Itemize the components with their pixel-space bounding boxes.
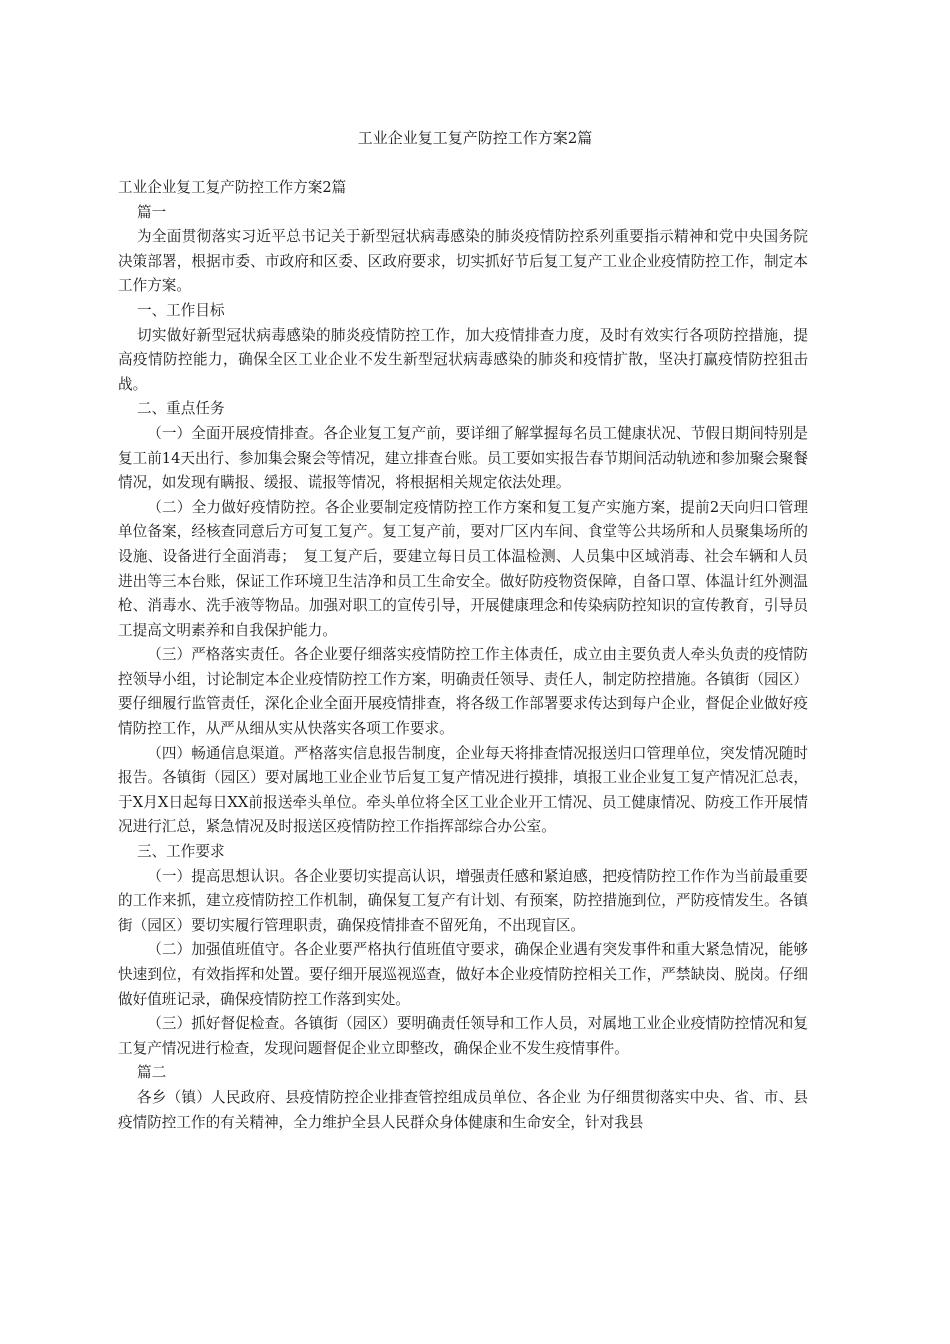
section-1-paragraph: 切实做好新型冠状病毒感染的肺炎疫情防控工作，加大疫情排查力度，及时有效实行各项防控措施，提高疫情防控能力，确保全区工业企业不发生新型冠状病毒感染的肺炎和疫情扩散，坚决打赢疫情防控狙击战。 [118, 326, 808, 393]
section-3-heading: 三、工作要求 [136, 843, 225, 861]
section-2-item-2: （二）全力做好疫情防控。各企业要制定疫情防控工作方案和复工复产实施方案，提前2天向归口管理单位备案，经核查同意后方可复工复产。复工复产前，要对厂区内车间、食堂等公共场所和人员聚集场所的设施、设备进行全面消毒； 复工复产后，要建立每日员工体温检测、人员集中区域消毒、社会车辆和人员进出等三本台账，保证工作环境卫生洁净和员工生命安全。做好防疫物资保障，自备口罩、体温计红外测温枪、消毒水、洗手液等物品。加强对职工的宣传引导，开展健康理念和传染病防控知识的宣传教育，引导员工提高文明素养和自我保护能力。 [118, 498, 808, 639]
section-3-item-2: （二）加强值班值守。各企业要严格执行值班值守要求，确保企业遇有突发事件和重大紧急情况，能够快速到位，有效指挥和处置。要仔细开展巡视巡查，做好本企业疫情防控相关工作，严禁缺岗、脱岗。仔细做好值班记录，确保疫情防控工作落到实处。 [118, 941, 808, 1008]
section-2-item-1: （一）全面开展疫情排查。各企业复工复产前，要详细了解掌握每名员工健康状况、节假日期间特别是复工前14天出行、参加集会聚会等情况，建立排查台账。员工要如实报告春节期间活动轨迹和参加聚会聚餐情况，如发现有瞒报、缓报、谎报等情况，将根据相关规定依法处理。 [118, 424, 808, 492]
section-2-item-4: （四）畅通信息渠道。严格落实信息报告制度，企业每天将排查情况报送归口管理单位，突发情况随时报告。各镇街（园区）要对属地工业企业节后复工复产情况进行摸排，填报工业企业复工复产情况汇总表，于X月X日起每日XX前报送牵头单位。牵头单位将全区工业企业开工情况、员工健康情况、防疫工作开展情况进行汇总，紧急情况及时报送区疫情防控工作指挥部综合办公室。 [118, 744, 808, 836]
part-one-label: 篇一 [136, 203, 167, 221]
section-1-heading: 一、工作目标 [136, 301, 225, 319]
section-3-item-1: （一）提高思想认识。各企业要切实提高认识，增强责任感和紧迫感，把疫情防控工作作为当前最重要的工作来抓，建立疫情防控工作机制，确保复工复产有计划、有预案，防控措施到位，严防疫情发生。各镇街（园区）要切实履行管理职责，确保疫情排查不留死角，不出现盲区。 [118, 867, 808, 934]
document-title: 工业企业复工复产防控工作方案2篇 [357, 129, 593, 147]
document-body [118, 176, 808, 1135]
part-two-paragraph: 各乡（镇）人民政府、县疫情防控企业排查管控组成员单位、各企业 为仔细贯彻落实中央、省、市、县疫情防控工作的有关精神，全力维护全县人民群众身体健康和生命安全，针对我县 [118, 1088, 808, 1131]
document-subtitle: 工业企业复工复产防控工作方案2篇 [118, 179, 347, 196]
section-2-heading: 二、重点任务 [136, 400, 225, 418]
intro-paragraph: 为全面贯彻落实习近平总书记关于新型冠状病毒感染的肺炎疫情防控系列重要指示精神和党中央国务院决策部署，根据市委、市政府和区委、区政府要求，切实抓好节后复工复产工业企业疫情防控工作，制定本工作方案。 [118, 228, 808, 295]
part-two-label: 篇二 [136, 1064, 167, 1082]
section-3-item-3: （三）抓好督促检查。各镇街（园区）要明确责任领导和工作人员，对属地工业企业疫情防控情况和复工复产情况进行检查，发现问题督促企业立即整改，确保企业不发生疫情事件。 [118, 1015, 808, 1057]
section-2-item-3: （三）严格落实责任。各企业要仔细落实疫情防控工作主体责任，成立由主要负责人牵头负责的疫情防控领导小组，讨论制定本企业疫情防控工作方案，明确责任领导、责任人，制定防控措施。各镇街（园区）要仔细履行监管责任，深化企业全面开展疫情排查，将各级工作部署要求传达到每户企业，督促企业做好疫情防控工作，从严从细从实从快落实各项工作要求。 [118, 646, 808, 738]
